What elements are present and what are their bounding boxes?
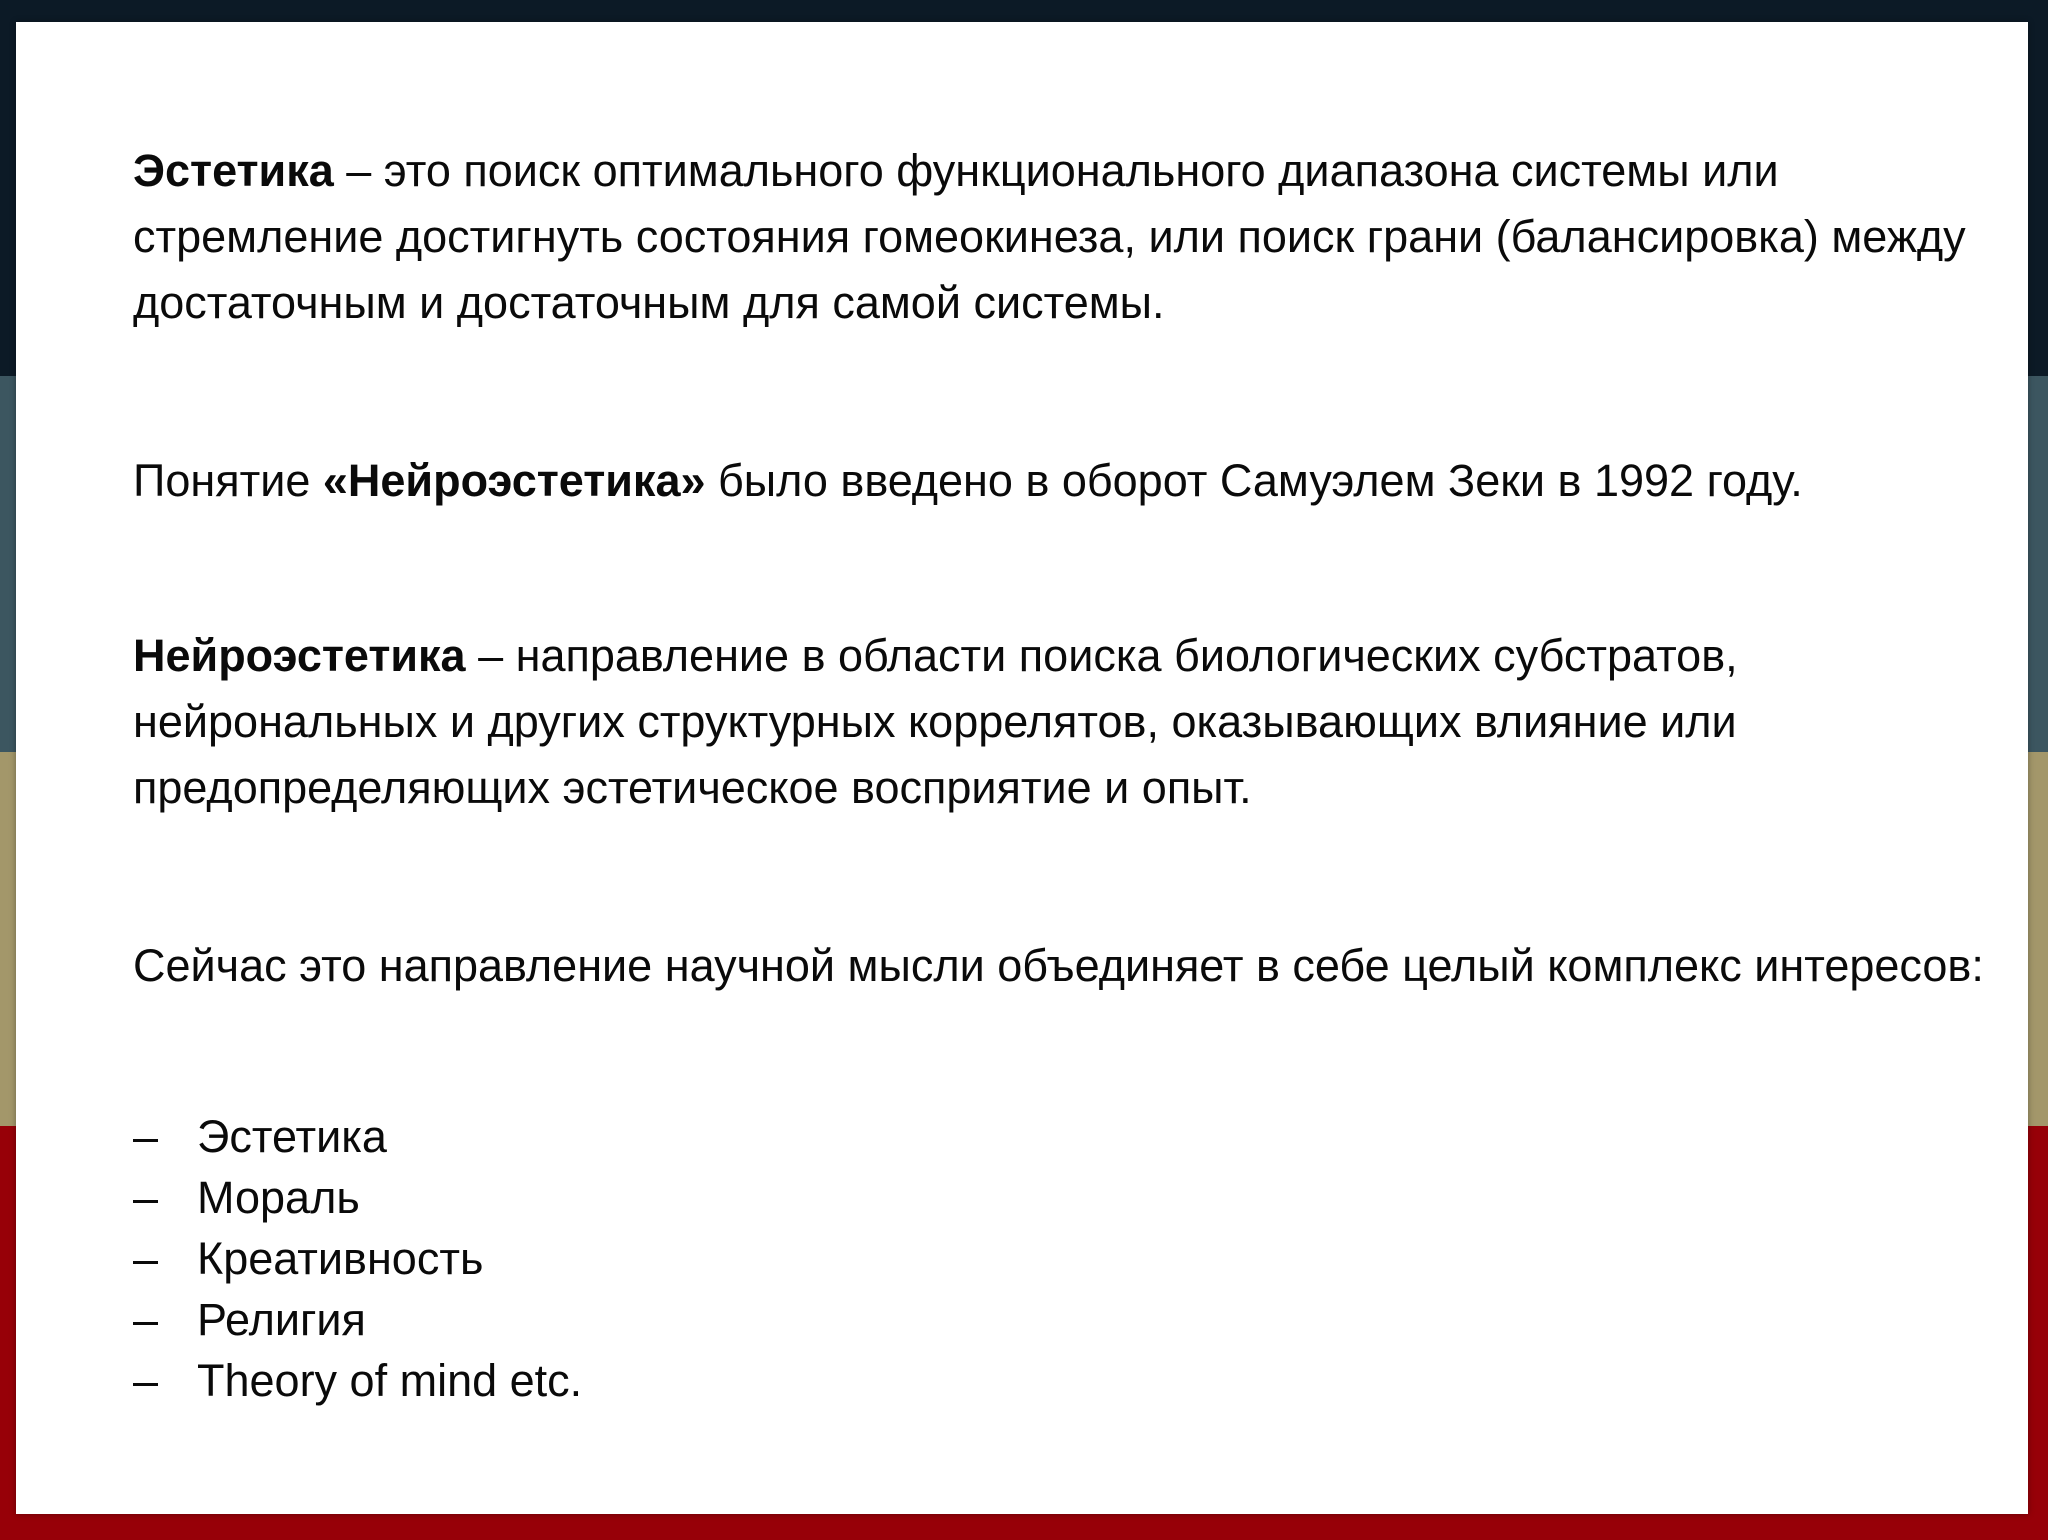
aesthetics-definition xyxy=(133,138,2003,336)
list-item xyxy=(133,1106,582,1167)
slide xyxy=(16,22,2028,1514)
list-item xyxy=(133,1289,582,1350)
list-item xyxy=(133,1228,582,1289)
concept-suffix: было введено в оборот Самуэлем Зеки в 1992 году. xyxy=(705,455,1803,506)
neuroaesthetics-text: – направление в области поиска биологических субстратов, нейрональных и других структурных коррелятов, оказывающих влияние или предопределяющих эстетическое восприятие и опыт. xyxy=(133,630,1738,813)
list-item-label: Theory of mind etc. xyxy=(197,1355,583,1406)
list-item-label: Мораль xyxy=(197,1172,360,1223)
aesthetics-text: – это поиск оптимального функционального диапазона системы или стремление достигнуть состояния гомеокинеза, или поиск грани (балансировка) между достаточным и достаточным для самой системы. xyxy=(133,145,1966,328)
bullet-marker: – xyxy=(133,1355,159,1406)
list-item-label: Эстетика xyxy=(197,1111,387,1162)
aesthetics-term: Эстетика xyxy=(133,145,334,196)
bullet-marker: – xyxy=(133,1172,159,1223)
interests-intro: Сейчас это направление научной мысли объединяет в себе целый комплекс интересов: xyxy=(133,940,1984,991)
list-item xyxy=(133,1167,582,1228)
neuroaesthetics-term: Нейроэстетика xyxy=(133,630,466,681)
bullet-marker: – xyxy=(133,1233,159,1284)
bullet-marker: – xyxy=(133,1294,159,1345)
bullet-marker: – xyxy=(133,1111,159,1162)
neuroaesthetics-definition xyxy=(133,623,2003,821)
concept-term: «Нейроэстетика» xyxy=(322,455,706,506)
list-item-label: Религия xyxy=(197,1294,366,1345)
interests-list xyxy=(133,1106,582,1411)
list-item-label: Креативность xyxy=(197,1233,484,1284)
concept-origin xyxy=(133,448,2003,514)
concept-prefix: Понятие xyxy=(133,455,323,506)
list-item xyxy=(133,1350,582,1411)
